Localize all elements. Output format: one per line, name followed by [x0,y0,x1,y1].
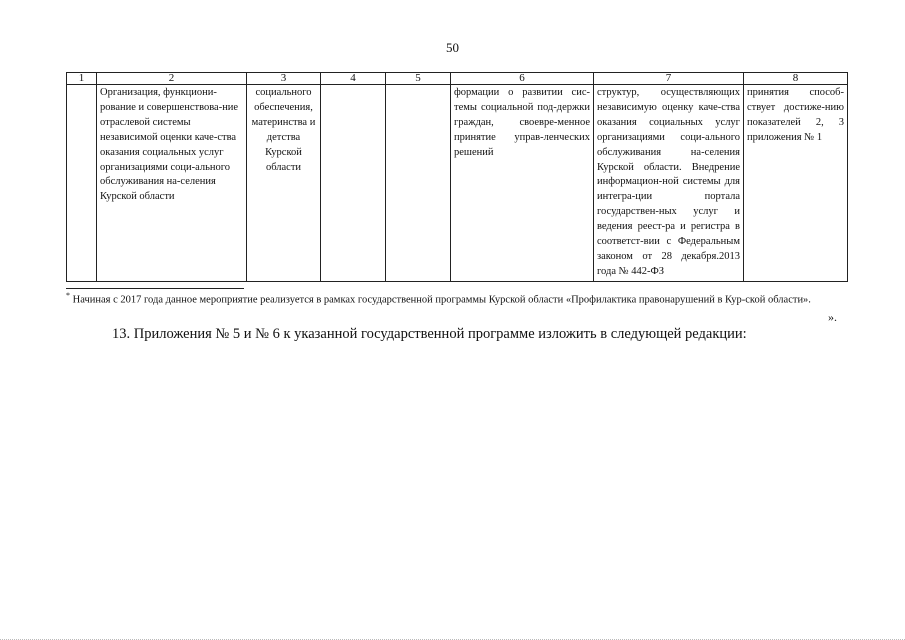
column-header-5: 5 [386,73,451,85]
footnote-divider [66,288,244,289]
program-table [66,72,848,282]
column-header-4: 4 [321,73,386,85]
cell-number [67,85,97,282]
cell-executor: социального обеспечения, материнства и детства Курской области [247,85,321,282]
footnote [66,290,844,309]
column-header-7: 7 [594,73,744,85]
table-header-row [67,73,848,85]
closing-quote: ». [828,310,837,324]
table-row [67,85,848,282]
footnote-marker: * [66,291,70,300]
column-header-1: 1 [67,73,97,85]
cell-activity: Организация, функциони-рование и совершенствова-ние отраслевой системы независимой оценки каче-ства оказания социальных услуг организациями соци-ального обслуживания на-селения Курской области [97,85,247,282]
instruction-paragraph: 13. Приложения № 5 и № 6 к указанной государственной программе изложить в следующей редакции: [112,326,747,342]
column-header-2: 2 [97,73,247,85]
scan-edge [0,636,905,640]
page-number: 50 [446,40,459,55]
column-header-8: 8 [744,73,848,85]
cell-col5 [386,85,451,282]
cell-expected-result: формации о развитии сис-темы социальной под-держки граждан, своевре-менное принятие управ-ленческих решений [451,85,594,282]
cell-indicators: принятия способ-ствует достиже-нию показателей 2, 3 приложения № 1 [744,85,848,282]
footnote-text: Начиная с 2017 года данное мероприятие реализуется в рамках государственной программы Курской области «Профилактика правонарушений в Кур-ской области». [72,294,811,306]
column-header-3: 3 [247,73,321,85]
cell-main-directions: структур, осуществляющих независимую оценку каче-ства оказания социальных услуг организациями соци-ального обслуживания на-селения Курской области. Внедрение информацион-ной системы для интегра-ции портала государствен-ных услуг и ведения реест-ра и регистра в соответст-вии с Федеральным законом от 28 декабря.2013 года № 442-ФЗ [594,85,744,282]
cell-col4 [321,85,386,282]
column-header-6: 6 [451,73,594,85]
